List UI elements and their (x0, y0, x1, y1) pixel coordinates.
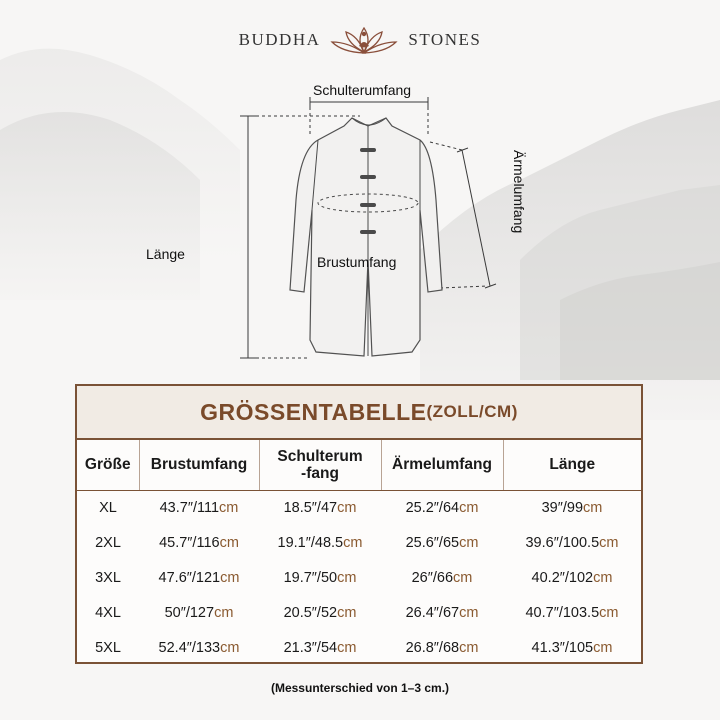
size-table-header-row (77, 440, 641, 491)
shoulder-cell (259, 561, 381, 596)
length-cell-value: 41.3″/105 (531, 640, 594, 656)
unit-cm: cm (599, 535, 619, 551)
sleeve-label: Ärmelumfang (511, 150, 527, 234)
unit-cm: cm (337, 570, 357, 586)
table-row (77, 526, 641, 561)
unit-cm: cm (337, 500, 357, 517)
length-cell (503, 596, 641, 631)
shoulder-cell-value: 18.5″/47 (283, 500, 338, 517)
sleeve-cell (381, 526, 503, 561)
unit-cm: cm (337, 605, 357, 621)
sleeve-cell (381, 491, 503, 526)
shoulder-cell-value: 20.5″/52 (283, 605, 338, 621)
shoulder-cell-value: 19.1″/48.5 (277, 535, 344, 551)
chest-cell (139, 596, 259, 631)
sleeve-cell-value: 26.4″/67 (405, 605, 460, 621)
unit-cm: cm (219, 535, 239, 551)
size-cell-value: 2XL (95, 535, 121, 551)
chest-cell-value: 50″/127 (164, 605, 215, 621)
chest-cell-value: 47.6″/121 (158, 570, 221, 586)
chest-cell-value: 52.4″/133 (158, 640, 221, 656)
shoulder-cell-value: 21.3″/54 (283, 640, 338, 656)
chest-cell-value: 45.7″/116 (159, 535, 220, 551)
unit-cm: cm (599, 605, 619, 621)
length-cell (503, 491, 641, 526)
header-length: Länge (503, 440, 641, 491)
length-cell-value: 40.2″/102 (531, 570, 594, 586)
length-cell-value: 39.6″/100.5 (525, 535, 600, 551)
unit-cm: cm (459, 640, 479, 656)
brand-name-left: BUDDHA (238, 30, 321, 49)
unit-cm: cm (459, 535, 479, 551)
sleeve-cell (381, 561, 503, 596)
unit-cm: cm (593, 640, 613, 656)
size-table-title-text: GRÖSSENTABELLE (200, 398, 427, 425)
size-cell-value: XL (99, 500, 117, 517)
chest-cell-value: 43.7″/111 (159, 500, 220, 517)
unit-cm: cm (343, 535, 363, 551)
size-cell (77, 526, 139, 561)
table-row (77, 561, 641, 596)
shoulder-cell (259, 596, 381, 631)
table-row (77, 631, 641, 666)
unit-cm: cm (459, 605, 479, 621)
unit-cm: cm (214, 605, 234, 621)
header-sleeve: Ärmelumfang (381, 440, 503, 491)
chest-label: Brustumfang (317, 254, 397, 270)
shoulder-cell (259, 631, 381, 666)
unit-cm: cm (220, 570, 240, 586)
unit-cm: cm (459, 500, 479, 517)
size-table-title-unit: (ZOLL/CM) (426, 402, 518, 421)
sleeve-cell (381, 596, 503, 631)
unit-cm: cm (219, 500, 239, 517)
size-table (75, 384, 643, 664)
sleeve-cell-value: 26.8″/68 (405, 640, 460, 656)
size-cell-value: 5XL (95, 640, 121, 656)
length-label: Länge (146, 246, 185, 262)
unit-cm: cm (453, 570, 473, 586)
jacket-outline (290, 118, 442, 356)
length-cell-value: 40.7″/103.5 (525, 605, 600, 621)
size-table-title (77, 386, 641, 440)
length-cell (503, 561, 641, 596)
sleeve-cell-value: 26″/66 (411, 570, 454, 586)
size-table-grid (77, 440, 641, 666)
measurement-note: (Messunterschied von 1–3 cm.) (270, 681, 450, 695)
size-cell-value: 4XL (95, 605, 121, 621)
shoulder-cell (259, 526, 381, 561)
unit-cm: cm (220, 640, 240, 656)
table-row (77, 596, 641, 631)
length-cell-value: 39″/99 (541, 500, 584, 517)
sleeve-cell (381, 631, 503, 666)
shoulder-label: Schulterumfang (313, 82, 412, 98)
length-cell (503, 526, 641, 561)
chest-cell (139, 631, 259, 666)
chest-cell (139, 526, 259, 561)
header-shoulder: Schulterum -fang (259, 440, 381, 491)
size-cell (77, 491, 139, 526)
sleeve-measure-line (462, 150, 490, 286)
chest-cell (139, 491, 259, 526)
sleeve-cell-value: 25.6″/65 (405, 535, 460, 551)
size-cell-value: 3XL (95, 570, 121, 586)
chest-cell (139, 561, 259, 596)
table-row (77, 491, 641, 526)
brand-name-right: STONES (408, 30, 482, 49)
size-cell (77, 561, 139, 596)
sleeve-cell-value: 25.2″/64 (405, 500, 460, 517)
shoulder-cell (259, 491, 381, 526)
header-chest: Brustumfang (139, 440, 259, 491)
unit-cm: cm (337, 640, 357, 656)
unit-cm: cm (593, 570, 613, 586)
size-cell (77, 631, 139, 666)
length-cell (503, 631, 641, 666)
header-size: Größe (77, 440, 139, 491)
size-cell (77, 596, 139, 631)
unit-cm: cm (583, 500, 603, 517)
shoulder-cell-value: 19.7″/50 (283, 570, 338, 586)
